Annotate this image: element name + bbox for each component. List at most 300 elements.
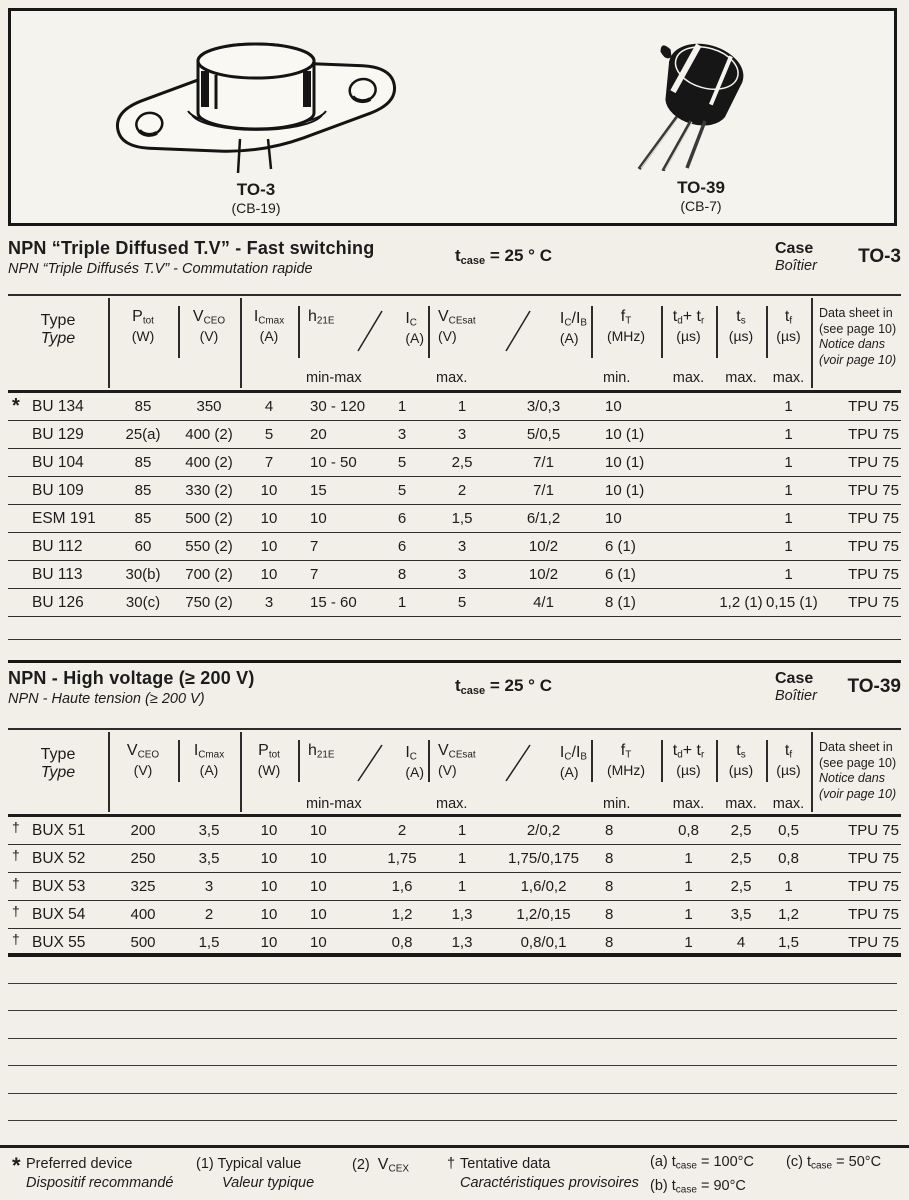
value-cell	[716, 449, 766, 476]
col-header-ts: $t_s$ (µs)	[728, 308, 754, 344]
value-cell: 15	[310, 482, 327, 499]
value-cell: 5	[264, 426, 274, 443]
ruled-line	[8, 1094, 897, 1122]
value-cell	[661, 505, 716, 532]
table2-header	[8, 728, 901, 817]
row-marker: †	[12, 903, 20, 919]
value-cell: 10	[260, 510, 278, 527]
to3-package-image	[96, 23, 416, 173]
subheader-max: max.	[772, 370, 805, 386]
value-cell: 500	[130, 934, 156, 951]
type-cell	[8, 477, 108, 504]
value-cell: 550 (2)	[185, 538, 233, 555]
device-type: BUX 54	[32, 906, 86, 923]
value-cell: 6	[397, 538, 407, 555]
type-cell	[8, 561, 108, 588]
value-cell: 0,5	[778, 822, 799, 839]
value-cell: 1	[457, 822, 467, 839]
slash-divider	[355, 308, 385, 354]
value-cell: 250	[130, 850, 156, 867]
to39-package-image	[611, 21, 791, 171]
value-cell: 10	[310, 822, 327, 839]
type-cell	[8, 873, 108, 900]
value-cell: 30 - 120	[310, 398, 366, 415]
slash-divider	[503, 308, 533, 354]
device-type: BU 134	[32, 398, 84, 415]
header-divider	[591, 306, 593, 358]
header-divider	[811, 732, 813, 812]
dagger-marker: †	[447, 1156, 456, 1172]
col-header-type: Type Type	[40, 746, 76, 782]
value-cell: TPU 75	[848, 906, 899, 923]
value-cell: 2/0,2	[526, 822, 561, 839]
value-cell	[716, 393, 766, 420]
value-cell: TPU 75	[848, 594, 899, 611]
value-cell: 1,5	[778, 934, 799, 951]
header-divider	[178, 740, 180, 782]
value-cell: 25(a)	[125, 426, 161, 443]
row-marker: †	[12, 875, 20, 891]
type-cell	[8, 817, 108, 844]
value-cell: 350	[196, 398, 222, 415]
row-marker: †	[12, 931, 20, 947]
value-cell: 6	[397, 510, 407, 527]
value-cell: 1	[784, 510, 793, 527]
col-header-type: Type Type	[40, 312, 76, 348]
value-cell: 5	[457, 594, 467, 611]
value-cell: 700 (2)	[185, 566, 233, 583]
value-cell: 3	[457, 566, 467, 583]
row-marker: †	[12, 847, 20, 863]
header-divider	[428, 306, 430, 358]
table-to39	[8, 728, 901, 957]
footnote-vcex: (2) $V_{CEX}$	[352, 1156, 410, 1175]
value-cell: 0,8/0,1	[520, 934, 567, 951]
value-cell: 1	[784, 482, 793, 499]
row-marker: *	[12, 395, 20, 417]
section2-title	[8, 668, 455, 707]
value-cell: 7	[264, 454, 274, 471]
value-cell: 10 - 50	[310, 454, 357, 471]
col-header-vcesat-icib: $V_{CEsat}$ (V) $I_C/I_B$ (A)	[428, 296, 591, 366]
type-cell	[8, 505, 108, 532]
value-cell: 10 (1)	[605, 454, 645, 471]
value-cell: 8	[605, 878, 614, 895]
section2-case-type: TO-39	[847, 676, 901, 697]
value-cell	[661, 561, 716, 588]
col-header-ptot: $P_{tot}$ (W)	[257, 742, 281, 778]
value-cell	[716, 533, 766, 560]
value-cell: 1,2 (1)	[719, 594, 763, 611]
type-cell	[8, 929, 108, 953]
table1-header	[8, 294, 901, 393]
col-header-tf: $t_f$ (µs)	[776, 742, 801, 778]
value-cell: 10	[260, 482, 278, 499]
value-cell: 0,15 (1)	[766, 594, 818, 611]
col-header-vceo: $V_{CEO}$ (V)	[126, 742, 160, 778]
value-cell: 2	[204, 906, 214, 923]
value-cell: 1	[784, 426, 793, 443]
value-cell: 0,8	[391, 934, 413, 951]
to3-package-code: (CB-19)	[231, 200, 281, 216]
ruled-line	[8, 984, 897, 1012]
col-header-tf: $t_f$ (µs)	[776, 308, 801, 344]
value-cell: 1,6/0,2	[520, 878, 567, 895]
subheader-min: min.	[603, 370, 631, 386]
value-cell: 1,3	[451, 906, 473, 923]
value-cell: 10	[310, 906, 327, 923]
type-cell	[8, 449, 108, 476]
value-cell: 10	[260, 822, 278, 839]
value-cell: 1	[684, 850, 693, 867]
value-cell: 10	[605, 398, 622, 415]
table-row	[8, 901, 901, 929]
value-cell: 4	[736, 934, 746, 951]
value-cell: 15 - 60	[310, 594, 357, 611]
section2-headline	[8, 660, 901, 724]
value-cell: 2,5	[451, 454, 473, 471]
value-cell: 10 (1)	[605, 482, 645, 499]
footnote-preferred-device: * Preferred device Dispositif recommandé	[12, 1153, 174, 1191]
value-cell: 325	[130, 878, 156, 895]
subheader-max: max.	[672, 370, 705, 386]
slash-divider	[503, 742, 533, 784]
value-cell	[716, 477, 766, 504]
header-divider	[766, 740, 768, 782]
type-cell	[8, 901, 108, 928]
value-cell: 1	[784, 398, 793, 415]
value-cell: 1,3	[451, 934, 473, 951]
value-cell: 500 (2)	[185, 510, 233, 527]
table-row	[8, 477, 901, 505]
header-divider	[661, 306, 663, 358]
col-header-tdtr: $t_d+ t_r$ (µs)	[672, 742, 705, 778]
value-cell: 3/0,3	[526, 398, 561, 415]
value-cell: 400 (2)	[185, 454, 233, 471]
value-cell: 10	[260, 934, 278, 951]
ruled-line	[8, 1066, 897, 1094]
table-row	[8, 589, 901, 617]
col-header-icmax: $I_{Cmax}$ (A)	[253, 308, 285, 344]
value-cell: 5	[397, 482, 407, 499]
value-cell: TPU 75	[848, 398, 899, 415]
value-cell: 20	[310, 426, 327, 443]
value-cell: 400 (2)	[185, 426, 233, 443]
package-drawings-panel	[8, 8, 897, 226]
value-cell: 2,5	[730, 850, 752, 867]
value-cell: 1	[784, 878, 793, 895]
ruled-line	[8, 956, 897, 984]
value-cell: 10	[260, 906, 278, 923]
slash-divider	[355, 742, 385, 784]
value-cell: 3,5	[730, 906, 752, 923]
value-cell: 8 (1)	[605, 594, 636, 611]
value-cell: 750 (2)	[185, 594, 233, 611]
value-cell: 1	[457, 398, 467, 415]
value-cell: 3,5	[198, 850, 220, 867]
value-cell: 10	[310, 878, 327, 895]
value-cell: 8	[605, 934, 614, 951]
value-cell: TPU 75	[848, 510, 899, 527]
value-cell: 1,2/0,15	[516, 906, 571, 923]
col-header-datasheet: Data sheet in (see page 10) Notice dans (voir page 10)	[819, 306, 897, 367]
col-header-datasheet: Data sheet in (see page 10) Notice dans (voir page 10)	[819, 740, 897, 801]
value-cell: 10	[260, 538, 278, 555]
value-cell: TPU 75	[848, 454, 899, 471]
section1-title-fr: NPN “Triple Diffusés T.V” - Commutation rapide	[8, 261, 313, 277]
value-cell: 1,75	[387, 850, 417, 867]
value-cell: 10	[605, 510, 622, 527]
empty-ruled-lines	[8, 956, 897, 1121]
col-header-ft: $f_T$ (MHz)	[606, 308, 646, 344]
value-cell: 7/1	[533, 482, 554, 499]
section2-title-en: NPN - High voltage (≥ 200 V)	[8, 668, 255, 688]
to3-package-figure	[96, 23, 416, 216]
header-divider	[240, 732, 242, 812]
subheader-minmax: min-max	[306, 370, 362, 386]
subheader-min: min.	[603, 796, 631, 812]
value-cell: 1,75/0,175	[508, 850, 579, 867]
value-cell: 0,8	[678, 822, 699, 839]
value-cell: 10	[260, 566, 278, 583]
value-cell: 85	[134, 398, 152, 415]
header-divider	[716, 306, 718, 358]
value-cell: 2,5	[730, 878, 752, 895]
to39-package-figure	[611, 21, 791, 214]
value-cell: 85	[134, 454, 152, 471]
table1-body	[8, 393, 901, 617]
value-cell: 1	[784, 454, 793, 471]
value-cell: 330 (2)	[185, 482, 233, 499]
value-cell: 2	[397, 822, 407, 839]
subheader-minmax: min-max	[306, 796, 362, 812]
footnote-typical-value: (1) Typical value Valeur typique	[196, 1156, 315, 1191]
col-header-h21e-ic: $h_{21E}$ $I_C$ (A)	[298, 296, 428, 366]
value-cell: 1	[457, 878, 467, 895]
section1-title-en: NPN “Triple Diffused T.V” - Fast switching	[8, 238, 375, 258]
value-cell: 1	[684, 906, 693, 923]
footnote-tcase-c: (c) $t_{case} = 50^\circ C$	[786, 1154, 882, 1172]
subheader-max: max.	[672, 796, 705, 812]
value-cell: 1,5	[451, 510, 473, 527]
value-cell: 1	[684, 934, 693, 951]
type-cell	[8, 393, 108, 420]
empty-table-row	[8, 617, 901, 640]
device-type: BUX 52	[32, 850, 86, 867]
table-row	[8, 873, 901, 901]
ruled-line	[8, 1039, 897, 1067]
table-to3	[8, 294, 901, 640]
value-cell	[661, 477, 716, 504]
header-divider	[108, 732, 110, 812]
value-cell: 7	[310, 538, 319, 555]
value-cell: 10/2	[528, 566, 559, 583]
value-cell: 4/1	[533, 594, 554, 611]
value-cell: 2	[457, 482, 467, 499]
table2-body	[8, 817, 901, 957]
row-marker: †	[12, 819, 20, 835]
type-cell	[8, 421, 108, 448]
value-cell: 3	[397, 426, 407, 443]
header-divider	[298, 306, 300, 358]
footnotes	[0, 1145, 909, 1200]
section1-tcase: $t_{case} = 25$ ° C	[455, 246, 552, 267]
col-header-ft: $f_T$ (MHz)	[606, 742, 646, 778]
section2-tcase: $t_{case} = 25$ ° C	[455, 676, 552, 697]
value-cell: 85	[134, 482, 152, 499]
value-cell: 8	[605, 906, 614, 923]
value-cell	[716, 421, 766, 448]
value-cell	[661, 449, 716, 476]
to3-package-name: TO-3	[236, 180, 276, 199]
asterisk-marker: *	[12, 1153, 21, 1178]
value-cell: 6/1,2	[526, 510, 561, 527]
device-type: ESM 191	[32, 510, 96, 527]
value-cell: 7	[310, 566, 319, 583]
value-cell: 30(b)	[125, 566, 161, 583]
table-row	[8, 929, 901, 957]
footnote-tentative-data: † Tentative data Caractéristiques provisoires	[447, 1156, 639, 1191]
table-row	[8, 533, 901, 561]
type-cell	[8, 533, 108, 560]
to39-package-code: (CB-7)	[680, 198, 722, 214]
value-cell: TPU 75	[848, 934, 899, 951]
value-cell: 1	[397, 594, 407, 611]
value-cell: TPU 75	[848, 538, 899, 555]
value-cell: 5/0,5	[526, 426, 561, 443]
value-cell: 1,6	[391, 878, 413, 895]
header-divider	[178, 306, 180, 358]
header-divider	[428, 740, 430, 782]
value-cell: TPU 75	[848, 822, 899, 839]
value-cell: 10/2	[528, 538, 559, 555]
table-row	[8, 561, 901, 589]
value-cell: 1,2	[391, 906, 413, 923]
section1-headline	[8, 238, 901, 294]
header-divider	[108, 298, 110, 388]
value-cell: 6 (1)	[605, 538, 636, 555]
col-header-vceo: $V_{CEO}$ (V)	[192, 308, 226, 344]
section2-title-fr: NPN - Haute tension (≥ 200 V)	[8, 691, 205, 707]
table-row	[8, 449, 901, 477]
section2-case-label: Case Boîtier	[775, 670, 817, 704]
value-cell: 6 (1)	[605, 566, 636, 583]
table-row	[8, 393, 901, 421]
col-header-ptot: $P_{tot}$ (W)	[131, 308, 155, 344]
value-cell: TPU 75	[848, 426, 899, 443]
value-cell: 1	[684, 878, 693, 895]
value-cell: 3	[204, 878, 214, 895]
device-type: BUX 55	[32, 934, 86, 951]
value-cell	[716, 505, 766, 532]
device-type: BU 126	[32, 594, 84, 611]
value-cell	[661, 533, 716, 560]
header-divider	[766, 306, 768, 358]
value-cell: TPU 75	[848, 566, 899, 583]
value-cell	[661, 589, 716, 616]
footnote-tcase-a: (a) $t_{case} = 100^\circ C$	[650, 1154, 754, 1172]
subheader-max: max.	[772, 796, 805, 812]
value-cell: 10	[260, 850, 278, 867]
subheader-max: max.	[436, 370, 468, 386]
value-cell: 10 (1)	[605, 426, 645, 443]
value-cell: 400	[130, 906, 156, 923]
col-header-tdtr: $t_d+ t_r$ (µs)	[672, 308, 705, 344]
value-cell: 1,5	[198, 934, 220, 951]
value-cell: 3,5	[198, 822, 220, 839]
subheader-max: max.	[725, 370, 757, 386]
value-cell: 85	[134, 510, 152, 527]
header-divider	[716, 740, 718, 782]
value-cell: 10	[310, 850, 327, 867]
device-type: BU 109	[32, 482, 84, 499]
table-row	[8, 421, 901, 449]
value-cell: 200	[130, 822, 156, 839]
value-cell: 0,8	[778, 850, 799, 867]
value-cell: 8	[605, 850, 614, 867]
type-cell	[8, 845, 108, 872]
value-cell: 1	[784, 538, 793, 555]
header-divider	[591, 740, 593, 782]
header-divider	[298, 740, 300, 782]
section1-title	[8, 238, 455, 277]
header-divider	[661, 740, 663, 782]
device-type: BU 104	[32, 454, 84, 471]
value-cell: 1	[397, 398, 407, 415]
value-cell: 1	[457, 850, 467, 867]
value-cell: 30(c)	[125, 594, 161, 611]
value-cell: TPU 75	[848, 878, 899, 895]
col-header-h21e-ic: $h_{21E}$ $I_C$ (A)	[298, 730, 428, 792]
col-header-icmax: $I_{Cmax}$ (A)	[193, 742, 225, 778]
value-cell: 10	[310, 934, 327, 951]
table-row	[8, 817, 901, 845]
value-cell	[716, 561, 766, 588]
type-cell	[8, 589, 108, 616]
value-cell: 4	[264, 398, 274, 415]
value-cell: 10	[260, 878, 278, 895]
value-cell: 8	[605, 822, 614, 839]
section1-case-label: Case Boîtier	[775, 240, 817, 274]
to39-package-name: TO-39	[677, 178, 725, 197]
value-cell: 10	[310, 510, 327, 527]
table-row	[8, 505, 901, 533]
value-cell: 3	[457, 426, 467, 443]
header-divider	[811, 298, 813, 388]
value-cell: 3	[264, 594, 274, 611]
value-cell: 1	[784, 566, 793, 583]
subheader-max: max.	[436, 796, 468, 812]
device-type: BU 113	[32, 566, 83, 583]
device-type: BUX 51	[32, 822, 86, 839]
section1-case-type: TO-3	[858, 246, 901, 267]
table-row	[8, 845, 901, 873]
value-cell: TPU 75	[848, 482, 899, 499]
value-cell: 8	[397, 566, 407, 583]
value-cell: 5	[397, 454, 407, 471]
col-header-vcesat-icib: $V_{CEsat}$ (V) $I_C/I_B$ (A)	[428, 730, 591, 792]
header-divider	[240, 298, 242, 388]
footnote-tcase-b: (b) $t_{case} = 90^\circ C$	[650, 1178, 746, 1196]
value-cell: TPU 75	[848, 850, 899, 867]
value-cell: 60	[134, 538, 152, 555]
value-cell: 2,5	[730, 822, 752, 839]
ruled-line	[8, 1011, 897, 1039]
value-cell	[661, 421, 716, 448]
subheader-max: max.	[725, 796, 757, 812]
device-type: BU 112	[32, 538, 83, 555]
value-cell	[661, 393, 716, 420]
